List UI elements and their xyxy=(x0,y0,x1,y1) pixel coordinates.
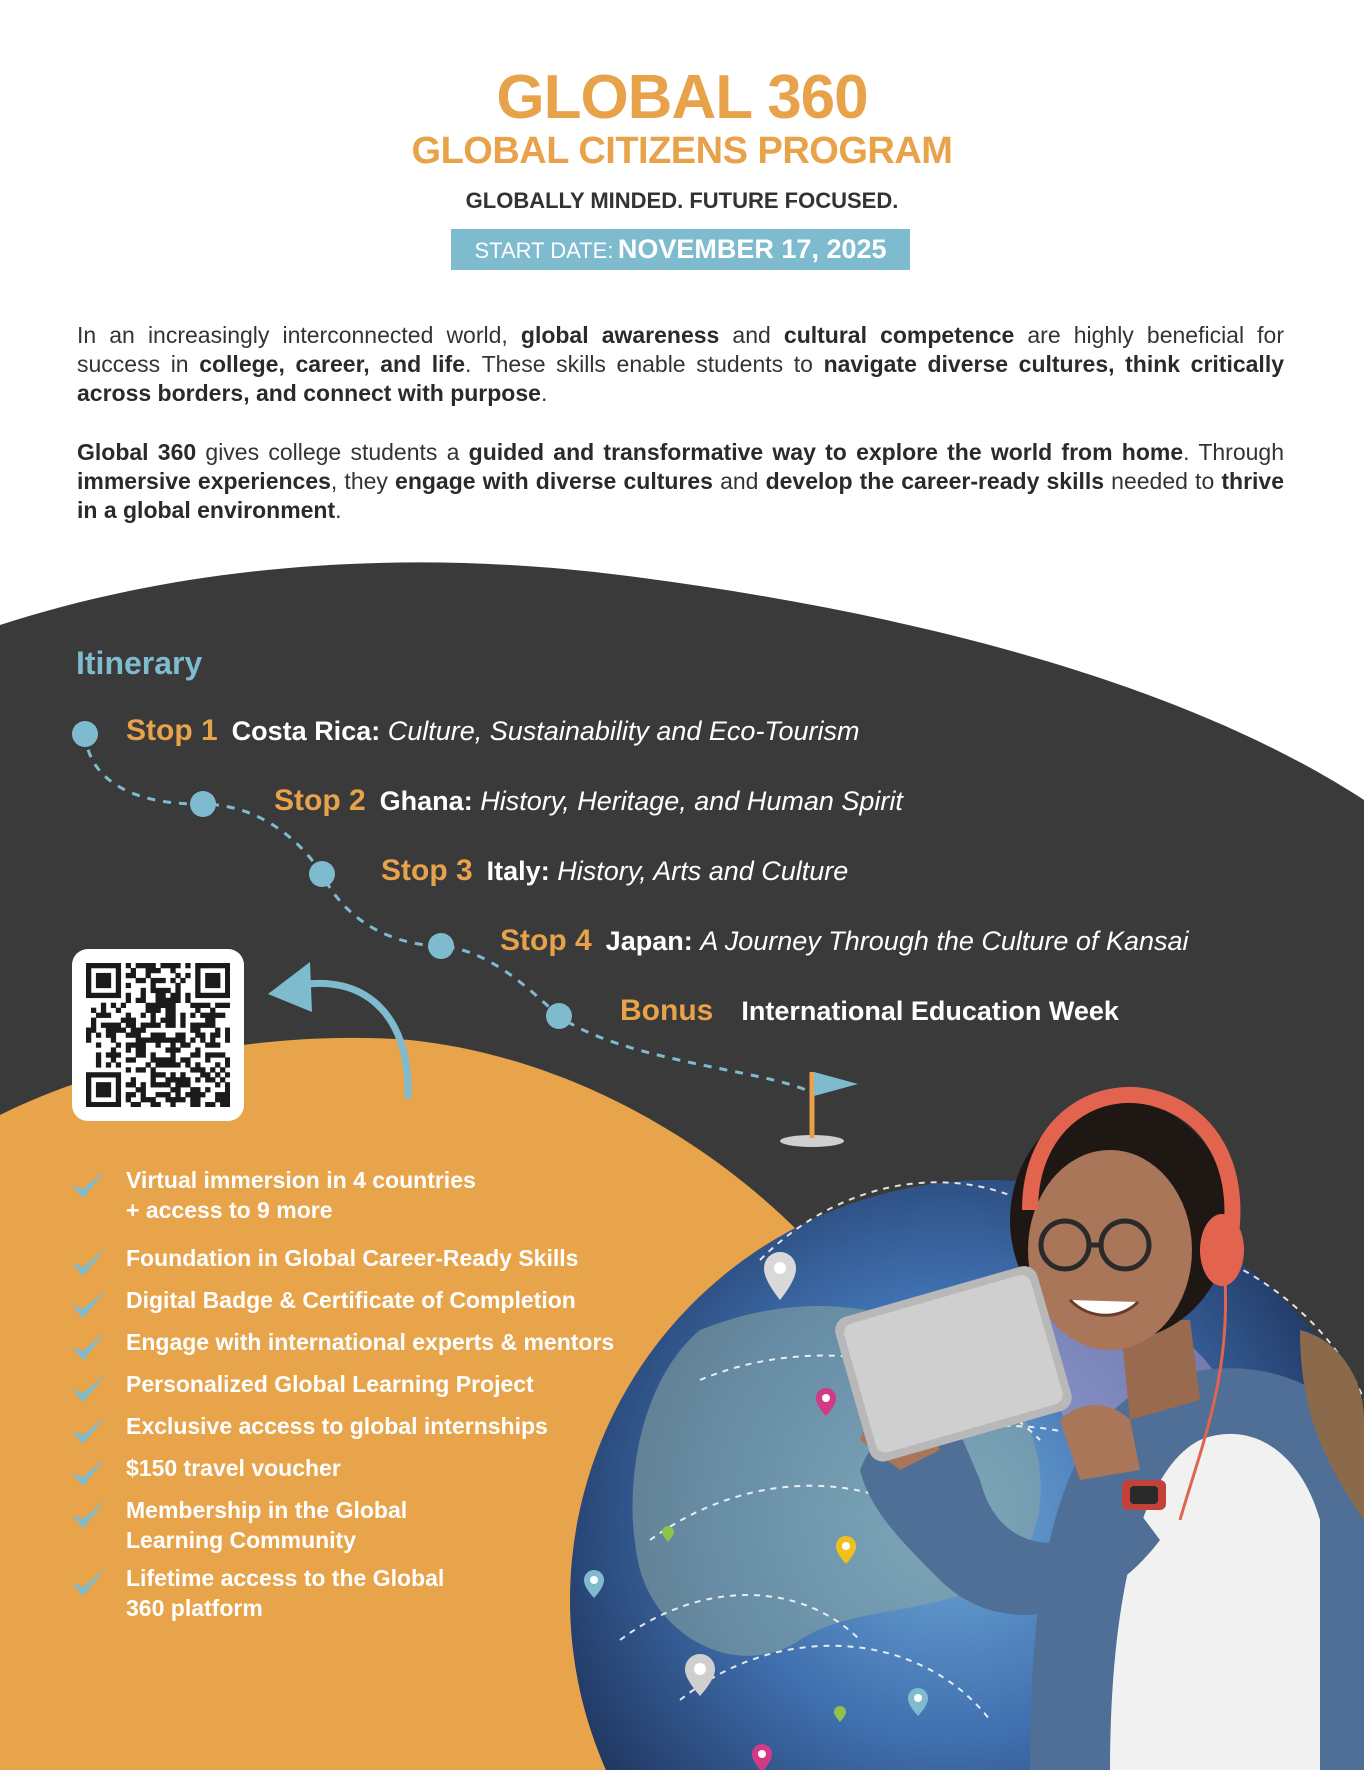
qr-code[interactable] xyxy=(72,949,244,1121)
paragraph-segment: needed to xyxy=(1104,468,1222,494)
stop-theme: Culture, Sustainability and Eco-Tourism xyxy=(387,716,860,746)
paragraph-segment: . xyxy=(540,380,548,406)
stop-country: International Education Week xyxy=(741,996,1119,1026)
stop-theme: History, Heritage, and Human Spirit xyxy=(480,786,903,816)
paragraph-segment: guided and transformative way to explore the world from home xyxy=(468,439,1184,465)
paragraph-segment: global awareness xyxy=(520,322,720,348)
benefit-text: Membership in the Global Learning Community xyxy=(126,1497,408,1553)
stop-dot-4 xyxy=(428,933,454,959)
start-date-label: START DATE: xyxy=(474,238,614,263)
benefit-text: Foundation in Global Career-Ready Skills xyxy=(126,1245,579,1271)
tagline: GLOBALLY MINDED. FUTURE FOCUSED. xyxy=(465,188,899,213)
stop-dot-1 xyxy=(72,721,98,747)
paragraph-segment: thrive in a global environment xyxy=(77,468,1284,523)
check-icon xyxy=(70,1455,108,1491)
paragraph-segment: Global 360 xyxy=(77,439,197,465)
check-icon xyxy=(70,1287,108,1323)
paragraph-segment: . These skills enable students to xyxy=(464,351,824,377)
paragraph-segment: . Through xyxy=(1183,439,1284,465)
stop-country: Costa Rica: xyxy=(231,716,381,746)
itinerary-stop-2 xyxy=(274,784,903,818)
stop-dot-2 xyxy=(190,791,216,817)
itinerary-title: Itinerary xyxy=(76,645,203,681)
paragraph-segment: are highly beneficial for success in xyxy=(77,322,1285,377)
check-icon xyxy=(70,1167,108,1203)
stop-label: Bonus xyxy=(620,994,714,1027)
stop-dot-5 xyxy=(546,1003,572,1029)
stop-theme: A Journey Through the Culture of Kansai xyxy=(700,926,1189,956)
benefit-text: Virtual immersion in 4 countries + access to 9 more xyxy=(126,1167,476,1223)
itinerary-stop-1 xyxy=(126,714,859,748)
stop-label: Stop 4 xyxy=(500,924,592,957)
intro-paragraph-1 xyxy=(77,321,1284,408)
stop-dot-3 xyxy=(309,861,335,887)
paragraph-segment: develop the career-ready skills xyxy=(765,468,1105,494)
program-subtitle: GLOBAL CITIZENS PROGRAM xyxy=(411,130,953,172)
paragraph-segment: and xyxy=(719,322,784,348)
check-icon xyxy=(70,1371,108,1407)
stop-label: Stop 2 xyxy=(274,784,366,817)
itinerary-stop-3 xyxy=(381,854,848,888)
intro-paragraph-2 xyxy=(77,438,1284,525)
check-icon xyxy=(70,1329,108,1365)
paragraph-segment: immersive experiences xyxy=(77,468,331,494)
paragraph-segment: . xyxy=(335,497,342,523)
stop-theme: History, Arts and Culture xyxy=(557,856,849,886)
paragraph-segment: and xyxy=(712,468,766,494)
stop-label: Stop 3 xyxy=(381,854,473,887)
check-icon xyxy=(70,1497,108,1533)
check-icon xyxy=(70,1413,108,1449)
benefit-text: Lifetime access to the Global 360 platform xyxy=(126,1565,445,1621)
itinerary-stop-4 xyxy=(500,924,1189,958)
paragraph-segment: college, career, and life xyxy=(199,351,465,377)
paragraph-segment: navigate diverse cultures, think critically across borders, and connect with purpose xyxy=(77,351,1285,406)
paragraph-segment: cultural competence xyxy=(783,322,1015,348)
benefit-text: Exclusive access to global internships xyxy=(126,1413,548,1439)
benefit-text: $150 travel voucher xyxy=(126,1455,341,1481)
stop-label: Stop 1 xyxy=(126,714,218,747)
check-icon xyxy=(70,1565,108,1601)
program-title: GLOBAL 360 xyxy=(496,63,868,132)
qr-code-icon xyxy=(86,963,230,1107)
paragraph-segment: engage with diverse cultures xyxy=(395,468,713,494)
paragraph-segment: In an increasingly interconnected world, xyxy=(77,322,521,348)
start-date-badge xyxy=(451,229,910,270)
benefit-text: Digital Badge & Certificate of Completion xyxy=(126,1287,576,1313)
paragraph-segment: gives college students a xyxy=(196,439,469,465)
paragraph-segment: , they xyxy=(330,468,396,494)
benefit-text: Engage with international experts & mentors xyxy=(126,1329,615,1355)
itinerary-stop-bonus xyxy=(620,994,1119,1028)
check-icon xyxy=(70,1245,108,1281)
stop-country: Japan: xyxy=(605,926,693,956)
stop-country: Italy: xyxy=(486,856,550,886)
benefit-text: Personalized Global Learning Project xyxy=(126,1371,534,1397)
start-date-value: NOVEMBER 17, 2025 xyxy=(617,234,887,264)
stop-country: Ghana: xyxy=(379,786,473,816)
